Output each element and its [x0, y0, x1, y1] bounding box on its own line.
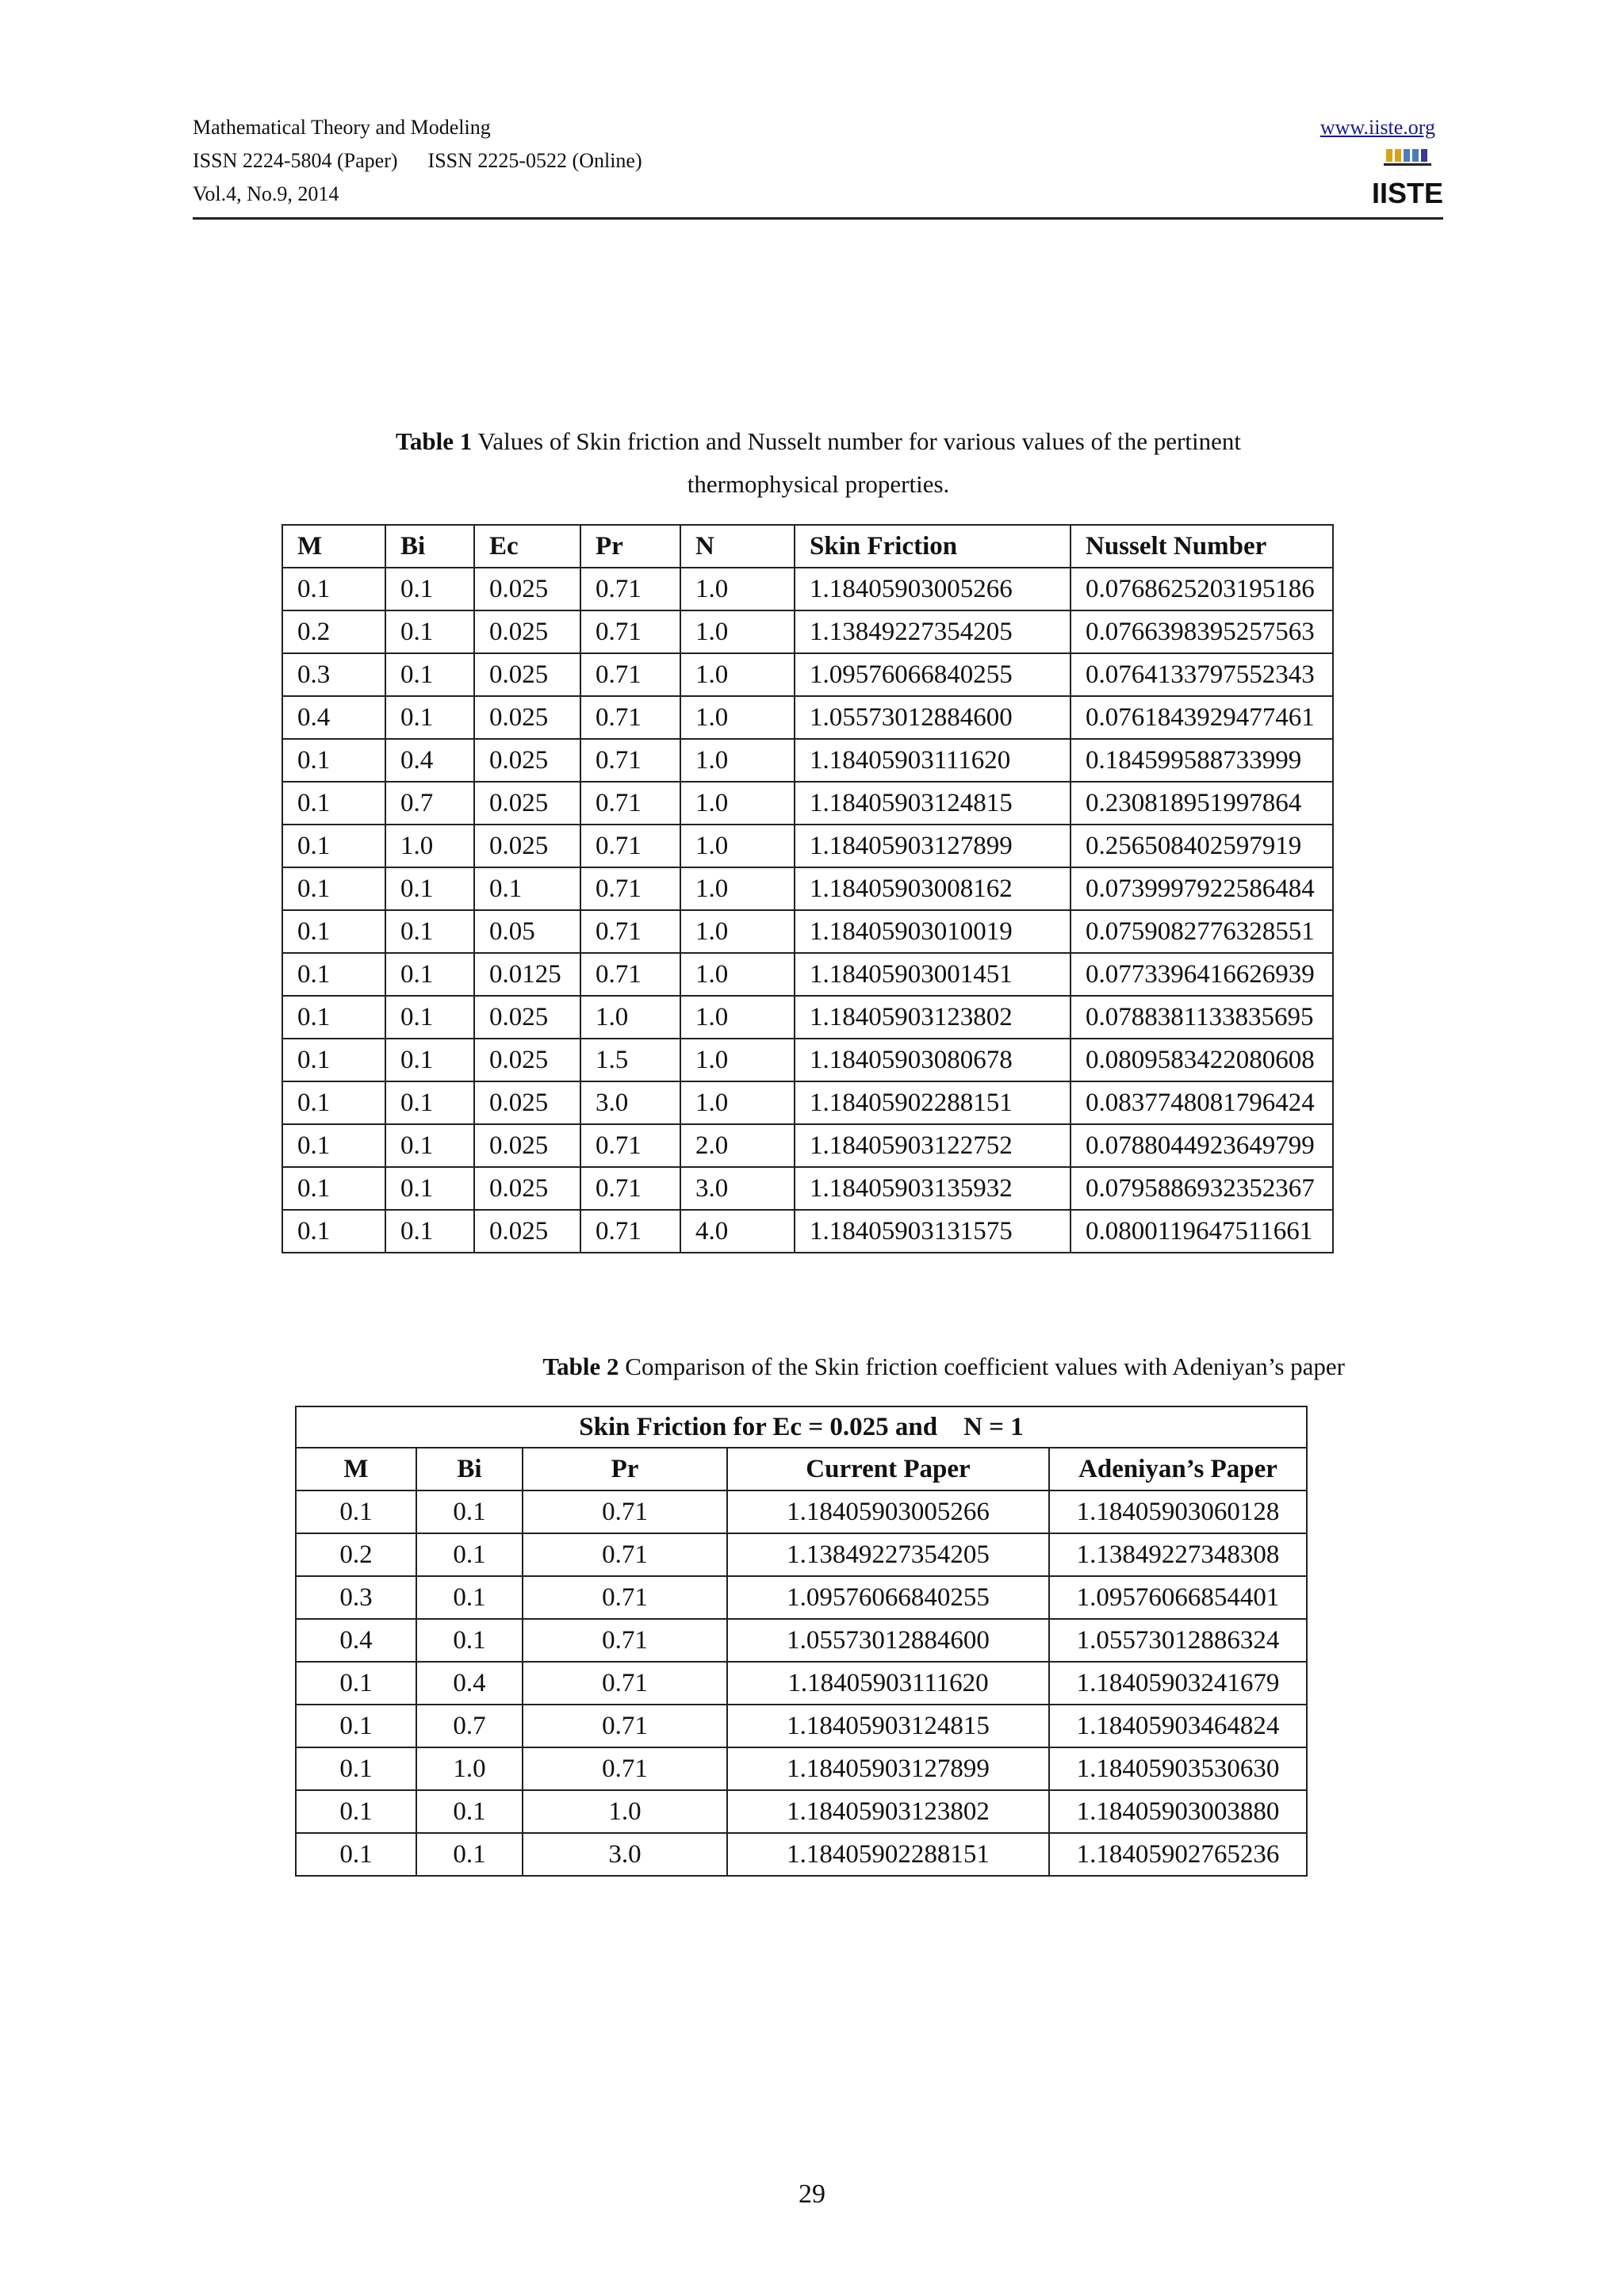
table-1-row — [282, 1167, 1333, 1210]
table-cell: 0.1 — [416, 1790, 523, 1833]
table-2-row — [296, 1533, 1307, 1576]
table-cell: 0.1 — [474, 867, 580, 910]
table-cell: 0.256508402597919 — [1071, 825, 1333, 867]
table-cell: 0.71 — [523, 1576, 727, 1619]
table-1-row — [282, 825, 1333, 867]
table-cell: 4.0 — [680, 1210, 795, 1253]
table-cell: 1.18405903005266 — [795, 568, 1071, 610]
table-cell: 1.0 — [680, 739, 795, 782]
table-cell: 1.09576066840255 — [795, 653, 1071, 696]
table-cell: 0.71 — [580, 910, 680, 953]
volume-info: Vol.4, No.9, 2014 — [193, 182, 339, 205]
table-1-header-cell: Skin Friction — [795, 525, 1071, 568]
table-cell: 0.0764133797552343 — [1071, 653, 1333, 696]
table-cell: 0.1 — [282, 996, 385, 1039]
table-cell: 0.184599588733999 — [1071, 739, 1333, 782]
table-cell: 1.0 — [680, 867, 795, 910]
table-cell: 0.71 — [523, 1619, 727, 1662]
journal-title: Mathematical Theory and Modeling — [193, 116, 491, 139]
table-cell: 1.0 — [385, 825, 474, 867]
table-1-row — [282, 1081, 1333, 1124]
table-cell: 1.13849227354205 — [727, 1533, 1049, 1576]
table-cell: 0.025 — [474, 1167, 580, 1210]
table-cell: 0.71 — [580, 782, 680, 825]
table-cell: 1.18405903135932 — [795, 1167, 1071, 1210]
table-cell: 3.0 — [580, 1081, 680, 1124]
table-cell: 1.18405903123802 — [795, 996, 1071, 1039]
table-cell: 0.1 — [282, 825, 385, 867]
table-2-row — [296, 1619, 1307, 1662]
table-cell: 0.0739997922586484 — [1071, 867, 1333, 910]
table-2-row — [296, 1705, 1307, 1747]
table-cell: 1.0 — [680, 782, 795, 825]
table-1-row — [282, 1039, 1333, 1081]
table-cell: 0.2 — [282, 610, 385, 653]
table-cell: 0.05 — [474, 910, 580, 953]
table-cell: 0.71 — [580, 610, 680, 653]
table-cell: 0.0837748081796424 — [1071, 1081, 1333, 1124]
table-cell: 0.0788381133835695 — [1071, 996, 1333, 1039]
table-1-row — [282, 996, 1333, 1039]
table-cell: 0.0773396416626939 — [1071, 953, 1333, 996]
table-cell: 0.1 — [416, 1619, 523, 1662]
table-2-caption-text: Comparison of the Skin friction coefficient values with Adeniyan’s paper — [619, 1353, 1345, 1380]
table-cell: 0.71 — [580, 568, 680, 610]
table-cell: 0.0800119647511661 — [1071, 1210, 1333, 1253]
table-cell: 0.71 — [580, 1210, 680, 1253]
table-cell: 3.0 — [523, 1833, 727, 1876]
table-2-title: Skin Friction for Ec = 0.025 and N = 1 — [296, 1406, 1307, 1448]
table-cell: 1.0 — [680, 1039, 795, 1081]
table-cell: 1.18405903123802 — [727, 1790, 1049, 1833]
table-cell: 1.0 — [680, 910, 795, 953]
table-cell: 0.71 — [580, 696, 680, 739]
table-cell: 1.18405903127899 — [727, 1747, 1049, 1790]
table-cell: 1.18405903124815 — [727, 1705, 1049, 1747]
table-1-row — [282, 739, 1333, 782]
table-cell: 0.71 — [580, 739, 680, 782]
table-2-header-cell: Bi — [416, 1448, 523, 1490]
table-cell: 0.025 — [474, 739, 580, 782]
table-2-row — [296, 1790, 1307, 1833]
table-1-caption-line1: Values of Skin friction and Nusselt number for various values of the pertinent — [472, 427, 1241, 455]
table-cell: 1.18405903122752 — [795, 1124, 1071, 1167]
table-cell: 0.1 — [296, 1833, 416, 1876]
table-cell: 0.025 — [474, 825, 580, 867]
issn-line — [193, 149, 642, 173]
table-cell: 0.1 — [282, 739, 385, 782]
table-cell: 1.0 — [680, 568, 795, 610]
table-cell: 0.71 — [580, 867, 680, 910]
table-cell: 1.18405903010019 — [795, 910, 1071, 953]
table-1-row — [282, 696, 1333, 739]
table-2-header-cell: M — [296, 1448, 416, 1490]
table-cell: 0.025 — [474, 1124, 580, 1167]
table-cell: 1.13849227354205 — [795, 610, 1071, 653]
logo-text: IISTE — [1371, 177, 1444, 209]
table-cell: 0.1 — [282, 782, 385, 825]
table-cell: 1.18405902765236 — [1049, 1833, 1307, 1876]
table-cell: 1.5 — [580, 1039, 680, 1081]
table-cell: 0.1 — [385, 1081, 474, 1124]
table-2-row — [296, 1662, 1307, 1705]
issn-print: ISSN 2224-5804 (Paper) — [193, 149, 398, 172]
page-number: 29 — [799, 2179, 825, 2209]
table-cell: 1.18405903111620 — [727, 1662, 1049, 1705]
iiste-logo — [1371, 146, 1444, 209]
table-1-header-cell: N — [680, 525, 795, 568]
table-2-header-cell: Adeniyan’s Paper — [1049, 1448, 1307, 1490]
table-cell: 1.0 — [680, 996, 795, 1039]
table-cell: 0.1 — [282, 1081, 385, 1124]
table-cell: 0.71 — [523, 1490, 727, 1533]
table-1-header-cell: Bi — [385, 525, 474, 568]
table-cell: 0.0809583422080608 — [1071, 1039, 1333, 1081]
table-2-body — [296, 1490, 1307, 1876]
table-cell: 1.0 — [680, 653, 795, 696]
table-cell: 0.1 — [385, 1124, 474, 1167]
issn-online: ISSN 2225-0522 (Online) — [427, 149, 642, 172]
table-cell: 0.1 — [385, 953, 474, 996]
table-cell: 1.18405903530630 — [1049, 1747, 1307, 1790]
table-cell: 0.0759082776328551 — [1071, 910, 1333, 953]
table-cell: 0.1 — [296, 1747, 416, 1790]
table-cell: 1.18405902288151 — [727, 1833, 1049, 1876]
table-2-header-row — [296, 1448, 1307, 1490]
table-cell: 1.18405903124815 — [795, 782, 1071, 825]
table-cell: 1.18405903127899 — [795, 825, 1071, 867]
table-cell: 0.1 — [385, 910, 474, 953]
table-cell: 0.0795886932352367 — [1071, 1167, 1333, 1210]
table-cell: 0.1 — [385, 568, 474, 610]
table-cell: 0.1 — [385, 1210, 474, 1253]
table-cell: 0.71 — [580, 953, 680, 996]
table-cell: 0.1 — [282, 1124, 385, 1167]
table-cell: 1.0 — [416, 1747, 523, 1790]
table-1-body — [282, 568, 1333, 1253]
table-cell: 1.18405903080678 — [795, 1039, 1071, 1081]
table-cell: 0.71 — [580, 1124, 680, 1167]
table-2 — [295, 1406, 1308, 1877]
table-2-row — [296, 1747, 1307, 1790]
table-cell: 0.71 — [523, 1705, 727, 1747]
table-cell: 0.1 — [282, 953, 385, 996]
table-1-row — [282, 1210, 1333, 1253]
table-cell: 0.71 — [580, 653, 680, 696]
table-cell: 1.0 — [523, 1790, 727, 1833]
table-2-title-row — [296, 1406, 1307, 1448]
table-cell: 0.025 — [474, 1081, 580, 1124]
table-cell: 1.0 — [580, 996, 680, 1039]
table-1-row — [282, 782, 1333, 825]
page-header — [193, 113, 1443, 220]
table-1-row — [282, 610, 1333, 653]
table-1-row — [282, 953, 1333, 996]
table-cell: 1.0 — [680, 696, 795, 739]
table-cell: 0.4 — [282, 696, 385, 739]
table-1-caption — [282, 420, 1354, 506]
table-cell: 0.230818951997864 — [1071, 782, 1333, 825]
table-cell: 0.4 — [385, 739, 474, 782]
table-cell: 0.025 — [474, 1210, 580, 1253]
table-cell: 0.0768625203195186 — [1071, 568, 1333, 610]
table-1-row — [282, 568, 1333, 610]
table-cell: 0.025 — [474, 568, 580, 610]
table-cell: 0.1 — [416, 1576, 523, 1619]
table-1 — [282, 524, 1334, 1253]
table-cell: 0.025 — [474, 696, 580, 739]
table-2-header-cell: Pr — [523, 1448, 727, 1490]
table-cell: 0.1 — [385, 610, 474, 653]
table-1-header-cell: Ec — [474, 525, 580, 568]
table-cell: 0.0761843929477461 — [1071, 696, 1333, 739]
table-cell: 0.1 — [385, 867, 474, 910]
table-1-row — [282, 867, 1333, 910]
table-1-header-row — [282, 525, 1333, 568]
table-cell: 0.1 — [296, 1790, 416, 1833]
table-cell: 3.0 — [680, 1167, 795, 1210]
table-cell: 1.0 — [680, 953, 795, 996]
table-cell: 1.18405903008162 — [795, 867, 1071, 910]
table-cell: 1.09576066854401 — [1049, 1576, 1307, 1619]
journal-url-link[interactable]: www.iiste.org — [1320, 116, 1435, 139]
table-2-row — [296, 1576, 1307, 1619]
table-cell: 0.4 — [296, 1619, 416, 1662]
table-1-header-cell: M — [282, 525, 385, 568]
table-cell: 0.2 — [296, 1533, 416, 1576]
table-cell: 1.05573012884600 — [727, 1619, 1049, 1662]
table-cell: 0.7 — [385, 782, 474, 825]
table-cell: 0.1 — [385, 996, 474, 1039]
table-cell: 0.025 — [474, 1039, 580, 1081]
table-cell: 0.1 — [282, 1167, 385, 1210]
table-cell: 0.1 — [296, 1662, 416, 1705]
table-1-row — [282, 653, 1333, 696]
table-cell: 0.1 — [385, 696, 474, 739]
table-2-row — [296, 1833, 1307, 1876]
table-2-label: Table 2 — [542, 1353, 619, 1380]
table-cell: 0.0125 — [474, 953, 580, 996]
table-cell: 1.18405903464824 — [1049, 1705, 1307, 1747]
table-cell: 1.18405903003880 — [1049, 1790, 1307, 1833]
table-cell: 0.1 — [385, 653, 474, 696]
table-cell: 0.1 — [296, 1490, 416, 1533]
table-cell: 1.0 — [680, 610, 795, 653]
table-cell: 1.09576066840255 — [727, 1576, 1049, 1619]
table-cell: 1.0 — [680, 825, 795, 867]
table-cell: 0.1 — [282, 568, 385, 610]
table-cell: 0.71 — [523, 1662, 727, 1705]
table-cell: 2.0 — [680, 1124, 795, 1167]
table-cell: 0.1 — [282, 910, 385, 953]
table-2-caption — [282, 1345, 1354, 1388]
table-1-header-cell: Nusselt Number — [1071, 525, 1333, 568]
table-cell: 0.0788044923649799 — [1071, 1124, 1333, 1167]
table-cell: 0.025 — [474, 996, 580, 1039]
table-cell: 0.1 — [385, 1039, 474, 1081]
table-cell: 0.0766398395257563 — [1071, 610, 1333, 653]
table-cell: 0.025 — [474, 653, 580, 696]
table-1-row — [282, 1124, 1333, 1167]
table-cell: 0.3 — [296, 1576, 416, 1619]
table-cell: 1.18405902288151 — [795, 1081, 1071, 1124]
table-cell: 1.05573012886324 — [1049, 1619, 1307, 1662]
table-cell: 0.1 — [416, 1833, 523, 1876]
table-cell: 0.4 — [416, 1662, 523, 1705]
table-cell: 1.05573012884600 — [795, 696, 1071, 739]
table-cell: 1.18405903060128 — [1049, 1490, 1307, 1533]
table-cell: 0.1 — [416, 1533, 523, 1576]
table-cell: 1.18405903131575 — [795, 1210, 1071, 1253]
table-cell: 0.3 — [282, 653, 385, 696]
table-cell: 0.1 — [385, 1167, 474, 1210]
table-1-header-cell: Pr — [580, 525, 680, 568]
table-cell: 0.71 — [523, 1747, 727, 1790]
table-cell: 0.1 — [416, 1490, 523, 1533]
table-cell: 1.18405903001451 — [795, 953, 1071, 996]
table-2-row — [296, 1490, 1307, 1533]
table-cell: 0.025 — [474, 610, 580, 653]
table-cell: 0.1 — [282, 1039, 385, 1081]
table-cell: 0.71 — [580, 825, 680, 867]
table-cell: 0.1 — [282, 867, 385, 910]
table-1-caption-line2: thermophysical properties. — [687, 470, 950, 498]
table-cell: 1.13849227348308 — [1049, 1533, 1307, 1576]
table-cell: 1.18405903111620 — [795, 739, 1071, 782]
table-1-label: Table 1 — [396, 427, 473, 455]
table-cell: 0.71 — [580, 1167, 680, 1210]
table-cell: 1.0 — [680, 1081, 795, 1124]
table-cell: 1.18405903241679 — [1049, 1662, 1307, 1705]
table-cell: 0.71 — [523, 1533, 727, 1576]
table-cell: 0.1 — [282, 1210, 385, 1253]
table-cell: 1.18405903005266 — [727, 1490, 1049, 1533]
table-1-row — [282, 910, 1333, 953]
table-cell: 0.7 — [416, 1705, 523, 1747]
table-cell: 0.025 — [474, 782, 580, 825]
table-cell: 0.1 — [296, 1705, 416, 1747]
table-2-header-cell: Current Paper — [727, 1448, 1049, 1490]
